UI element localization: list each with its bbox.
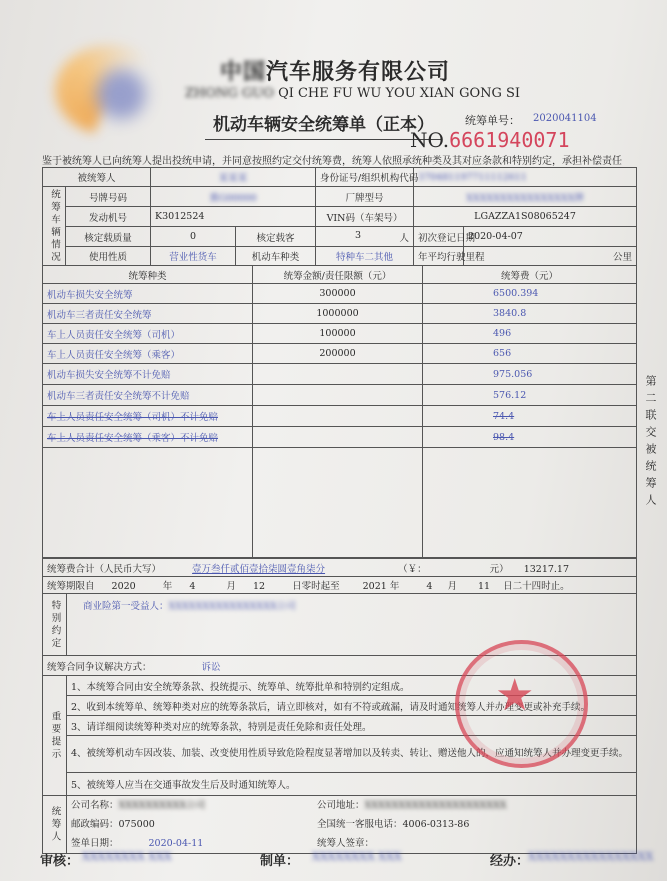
notes-label: 重要提示	[43, 676, 67, 796]
engine-label: 发动机号	[66, 207, 151, 227]
special-label: 特别约定	[43, 594, 67, 656]
coverage-type: 车上人员责任安全统筹（乘客）	[43, 344, 253, 364]
no-prefix: NO.	[410, 128, 450, 152]
review-label: 审核：	[40, 854, 80, 869]
company-label: 公司名称：	[71, 800, 119, 811]
from-month: 4	[189, 581, 196, 592]
review-redacted: XXXXXXXX XXX	[82, 850, 172, 863]
use-label: 使用性质	[66, 247, 151, 266]
coverage-header-type: 统筹种类	[43, 266, 253, 284]
sign-date-value: 2020-04-11	[148, 838, 204, 849]
coverage-limit: 200000	[253, 344, 423, 364]
serial-value: 2020041104	[533, 113, 597, 124]
year-label: 年	[162, 581, 173, 592]
company-logo	[55, 45, 165, 135]
from-year: 2020	[111, 581, 136, 592]
coverage-row	[43, 304, 637, 324]
document-title: 机动车辆安全统筹单（正本）	[205, 110, 442, 140]
seats-label: 核定载客	[236, 227, 316, 247]
coverage-fee: 496	[423, 324, 637, 344]
insurer-cell	[67, 796, 637, 854]
coverage-fee: 975.056	[423, 364, 637, 385]
coverage-type: 机动车三者责任安全统筹	[43, 304, 253, 324]
copy-side-note: 第二联交被统筹人	[644, 375, 657, 511]
coverage-type: 车上人员责任安全统筹（乘客）不计免赔	[43, 427, 253, 448]
engine-value: K3012524	[151, 207, 316, 227]
coverage-fee: 576.12	[423, 385, 637, 406]
seats-value: 3	[355, 229, 362, 241]
coverage-row	[43, 406, 637, 427]
coverage-limit: 100000	[253, 324, 423, 344]
coverage-type: 车上人员责任安全统筹（司机）不计免赔	[43, 406, 253, 427]
coverage-fee: 6500.394	[423, 284, 637, 304]
postcode-label: 邮政编码：	[71, 819, 119, 830]
no-value: 6661940071	[449, 128, 570, 152]
use-value: 营业性货车	[151, 247, 236, 266]
dispute-value: 诉讼	[201, 661, 221, 673]
serial-label: 统筹单号：	[465, 114, 520, 127]
id-value: 370481197711112611	[414, 168, 637, 187]
from-day: 12	[252, 581, 266, 592]
period-label: 统筹期限自	[47, 581, 95, 592]
hotline-value: 4006-0313-86	[402, 819, 470, 830]
insured-value: 某某某	[151, 168, 316, 187]
coverage-limit	[253, 427, 423, 448]
coverage-type: 机动车损失安全统筹	[43, 284, 253, 304]
coverage-row	[43, 385, 637, 406]
vehicle-section-label: 统筹车辆情况	[43, 187, 66, 266]
plate-value: 冀G00000	[151, 187, 316, 207]
insured-label: 被统筹人	[43, 168, 151, 187]
postcode-value: 075000	[118, 819, 155, 830]
id-label: 身份证号/组织机构代码	[316, 168, 414, 187]
address-label: 公司地址：	[317, 800, 365, 811]
prepare-redacted: XXXXXXXX XXX	[312, 850, 402, 863]
coverage-row	[43, 344, 637, 364]
hotline-label: 全国统一客服电话：	[317, 819, 403, 830]
dispute-label: 统筹合同争议解决方式：	[47, 661, 152, 673]
total-label: 统筹费合计（人民币大写）	[47, 563, 162, 575]
total-amount: 13217.17	[523, 563, 570, 575]
document-number	[410, 128, 570, 152]
period-end: 日二十四时止。	[503, 581, 570, 592]
coverage-limit	[253, 406, 423, 427]
stamp-star-icon: ★	[495, 670, 535, 721]
to-day: 11	[478, 581, 491, 592]
company-name-text: 汽车服务有限公司	[266, 59, 451, 85]
vin-value: LGAZZA1S08065247	[414, 207, 637, 227]
handler-label: 经办：	[490, 854, 530, 869]
coverage-row	[43, 284, 637, 304]
special-redacted: XXXXXXXXXXXXXXXX公司	[168, 601, 296, 612]
company-name-redacted: 中国	[220, 59, 267, 85]
load-label: 核定载质量	[66, 227, 151, 247]
seats-unit: 人	[399, 232, 410, 244]
pinyin-redacted: ZHONG GUO	[185, 86, 279, 101]
yen-label: （￥：	[398, 563, 427, 575]
coverage-limit: 1000000	[253, 304, 423, 324]
prepare-label: 制单：	[260, 854, 300, 869]
coverage-type: 车上人员责任安全统筹（司机）	[43, 324, 253, 344]
coverage-type: 机动车损失安全统筹不计免赔	[43, 364, 253, 385]
coverage-row	[43, 324, 637, 344]
mileage-label: 年平均行驶里程	[414, 247, 464, 266]
note-5: 5、被统筹人应当在交通事故发生后及时通知统筹人。	[67, 773, 637, 796]
year-label-2: 年	[389, 581, 400, 592]
type-label: 机动车种类	[236, 247, 316, 266]
insurer-right	[317, 796, 507, 853]
coverage-table	[42, 265, 637, 558]
period-mid: 日零时起至	[292, 581, 340, 592]
period-row	[43, 577, 637, 594]
to-year: 2021	[362, 581, 387, 592]
total-row	[43, 559, 637, 577]
model-value: XXXXXXXXXXXXXXXX牌	[414, 187, 637, 207]
model-label: 厂牌型号	[316, 187, 414, 207]
coverage-limit	[253, 364, 423, 385]
to-month: 4	[426, 581, 433, 592]
type-value: 特种车二其他	[316, 247, 414, 266]
coverage-fee: 656	[423, 344, 637, 364]
reg-date-label: 初次登记日期	[414, 227, 464, 247]
address-redacted: XXXXXXXXXXXXXXXXXXXXX	[364, 800, 507, 811]
coverage-header-fee: 统筹费（元）	[423, 266, 637, 284]
plate-label: 号牌号码	[66, 187, 151, 207]
company-name	[220, 55, 450, 86]
signature-label: 统筹人签章：	[317, 838, 375, 849]
reg-date-value: 2020-04-07	[464, 227, 637, 247]
coverage-header-limit: 统筹金额/责任限额（元）	[253, 266, 423, 284]
note-2: 2、收到本统筹单、统筹种类对应的统筹条款后，请立即核对，如有不符或疏漏，请及时通知统筹人并办理变更或补充手续。	[67, 696, 637, 716]
insurer-label: 统筹人	[43, 796, 67, 854]
month-label: 月	[226, 581, 236, 592]
month-label-2: 月	[447, 581, 457, 592]
handler-redacted: XXXXXXXXXXXXXXXX	[528, 850, 654, 863]
vehicle-table	[42, 167, 637, 266]
coverage-empty-row	[43, 448, 637, 558]
coverage-row	[43, 364, 637, 385]
company-redacted: XXXXXXXXXX公司	[118, 800, 206, 811]
company-pinyin	[185, 86, 520, 101]
vin-label: VIN码（车架号）	[316, 207, 414, 227]
coverage-fee: 3840.8	[423, 304, 637, 324]
sign-date-label: 签单日期：	[71, 838, 119, 849]
note-3: 3、请详细阅读统筹种类对应的统筹条款，特别是责任免除和责任处理。	[67, 716, 637, 736]
preamble: 鉴于被统筹人已向统筹人提出投统申请，并同意按照约定交付统筹费，统筹人依照承统种类及其对应条款和特别约定，承担补偿责任	[42, 156, 622, 167]
seats-cell	[316, 227, 414, 247]
load-value: 0	[151, 227, 236, 247]
special-text: 商业险第一受益人：	[83, 601, 169, 612]
coverage-row	[43, 427, 637, 448]
total-words: 壹万叁仟贰佰壹拾柒圆壹角柒分	[192, 563, 326, 575]
coverage-type: 机动车三者责任安全统筹不计免赔	[43, 385, 253, 406]
pinyin-text: QI CHE FU WU YOU XIAN GONG SI	[278, 86, 521, 101]
coverage-limit	[253, 385, 423, 406]
coverage-fee: 74.4	[423, 406, 637, 427]
note-1: 1、本统筹合同由安全统筹条款、投统提示、统筹单、统筹批单和特别约定组成。	[67, 676, 637, 696]
mileage-unit: 公里	[464, 247, 637, 266]
coverage-fee: 98.4	[423, 427, 637, 448]
coverage-limit: 300000	[253, 284, 423, 304]
yuan-label: 元）	[489, 563, 509, 575]
note-4: 4、被统筹机动车因改装、加装、改变使用性质导致危险程度显著增加以及转卖、转让、赠送他人的，应通知统筹人并办理变更手续。	[67, 736, 637, 773]
